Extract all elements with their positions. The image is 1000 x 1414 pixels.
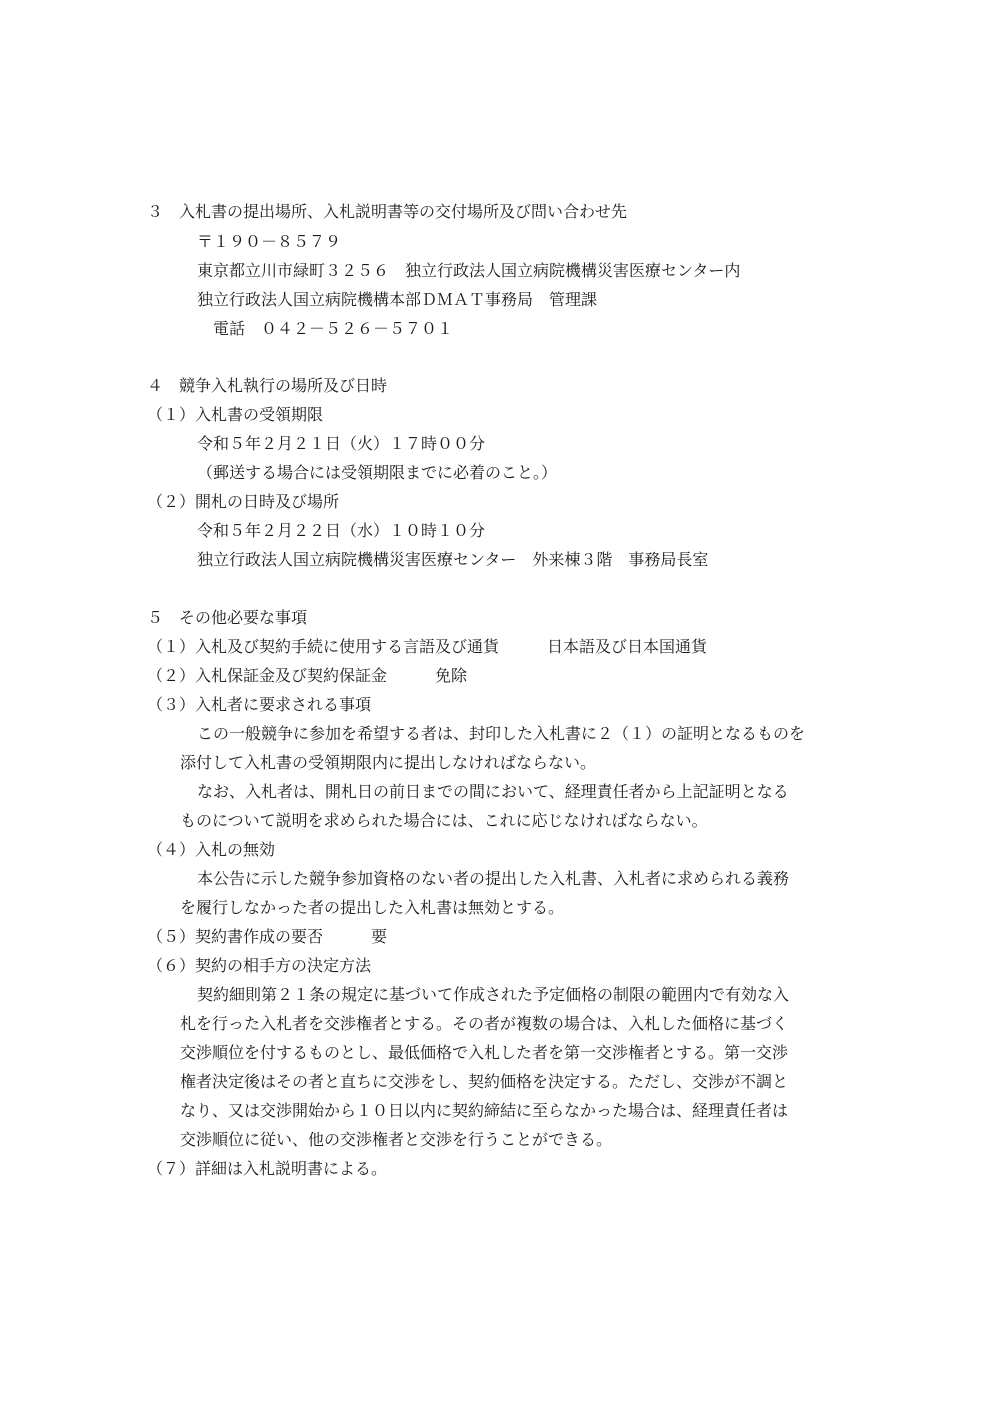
bidder-requirements-line: なお、入札者は、開札日の前日までの間において、経理責任者から上記証明となる (197, 782, 789, 801)
bid-opening-place: 独立行政法人国立病院機構災害医療センター 外来棟３階 事務局長室 (197, 550, 709, 569)
office-name: 独立行政法人国立病院機構本部ＤＭＡＴ事務局 管理課 (197, 290, 598, 309)
phone-number: 電話 ０４２－５２６－５７０１ (213, 319, 454, 338)
bid-deadline-title: （１）入札書の受領期限 (147, 405, 324, 424)
language-currency: （１）入札及び契約手続に使用する言語及び通貨 日本語及び日本国通貨 (147, 637, 708, 656)
contract-document: （５）契約書作成の要否 要 (147, 927, 388, 946)
invalid-bids-title: （４）入札の無効 (147, 840, 276, 859)
section-5-heading: ５ その他必要な事項 (147, 608, 308, 627)
invalid-bids-line: を履行しなかった者の提出した入札書は無効とする。 (180, 898, 565, 917)
counterparty-method-line: 契約細則第２１条の規定に基づいて作成された予定価格の制限の範囲内で有効な入 (197, 985, 790, 1004)
section-4-heading: ４ 競争入札執行の場所及び日時 (147, 376, 388, 395)
bid-opening-datetime: 令和５年２月２２日（水）１０時１０分 (197, 521, 486, 540)
postal-code: 〒１９０－８５７９ (197, 232, 342, 251)
invalid-bids-line: 本公告に示した競争参加資格のない者の提出した入札書、入札者に求められる義務 (197, 869, 790, 888)
bidder-requirements-line: ものについて説明を求められた場合には、これに応じなければならない。 (180, 811, 708, 830)
counterparty-method-line: 交渉順位に従い、他の交渉権者と交渉を行うことができる。 (180, 1130, 613, 1149)
counterparty-method-line: 権者決定後はその者と直ちに交渉をし、契約価格を決定する。ただし、交渉が不調と (180, 1072, 789, 1091)
counterparty-method-line: 交渉順位を付するものとし、最低価格で入札した者を第一交渉権者とする。第一交渉 (180, 1043, 789, 1062)
bidder-requirements-line: この一般競争に参加を希望する者は、封印した入札書に２（１）の証明となるものを (197, 724, 806, 743)
deposit: （２）入札保証金及び契約保証金 免除 (147, 666, 468, 685)
counterparty-method-line: なり、又は交渉開始から１０日以内に契約締結に至らなかった場合は、経理責任者は (180, 1101, 789, 1120)
address: 東京都立川市緑町３２５６ 独立行政法人国立病院機構災害医療センター内 (197, 261, 741, 280)
bidder-requirements-line: 添付して入札書の受領期限内に提出しなければならない。 (180, 753, 597, 772)
bid-deadline-note: （郵送する場合には受領期限までに必着のこと。） (197, 463, 558, 482)
section-3-heading: ３ 入札書の提出場所、入札説明書等の交付場所及び問い合わせ先 (147, 202, 628, 221)
bidder-requirements-title: （３）入札者に要求される事項 (147, 695, 372, 714)
counterparty-method-title: （６）契約の相手方の決定方法 (147, 956, 372, 975)
bid-deadline-datetime: 令和５年２月２１日（火）１７時００分 (197, 434, 486, 453)
counterparty-method-line: 札を行った入札者を交渉権者とする。その者が複数の場合は、入札した価格に基づく (180, 1014, 789, 1033)
details-reference: （７）詳細は入札説明書による。 (147, 1159, 388, 1178)
bid-opening-title: （２）開札の日時及び場所 (147, 492, 340, 511)
